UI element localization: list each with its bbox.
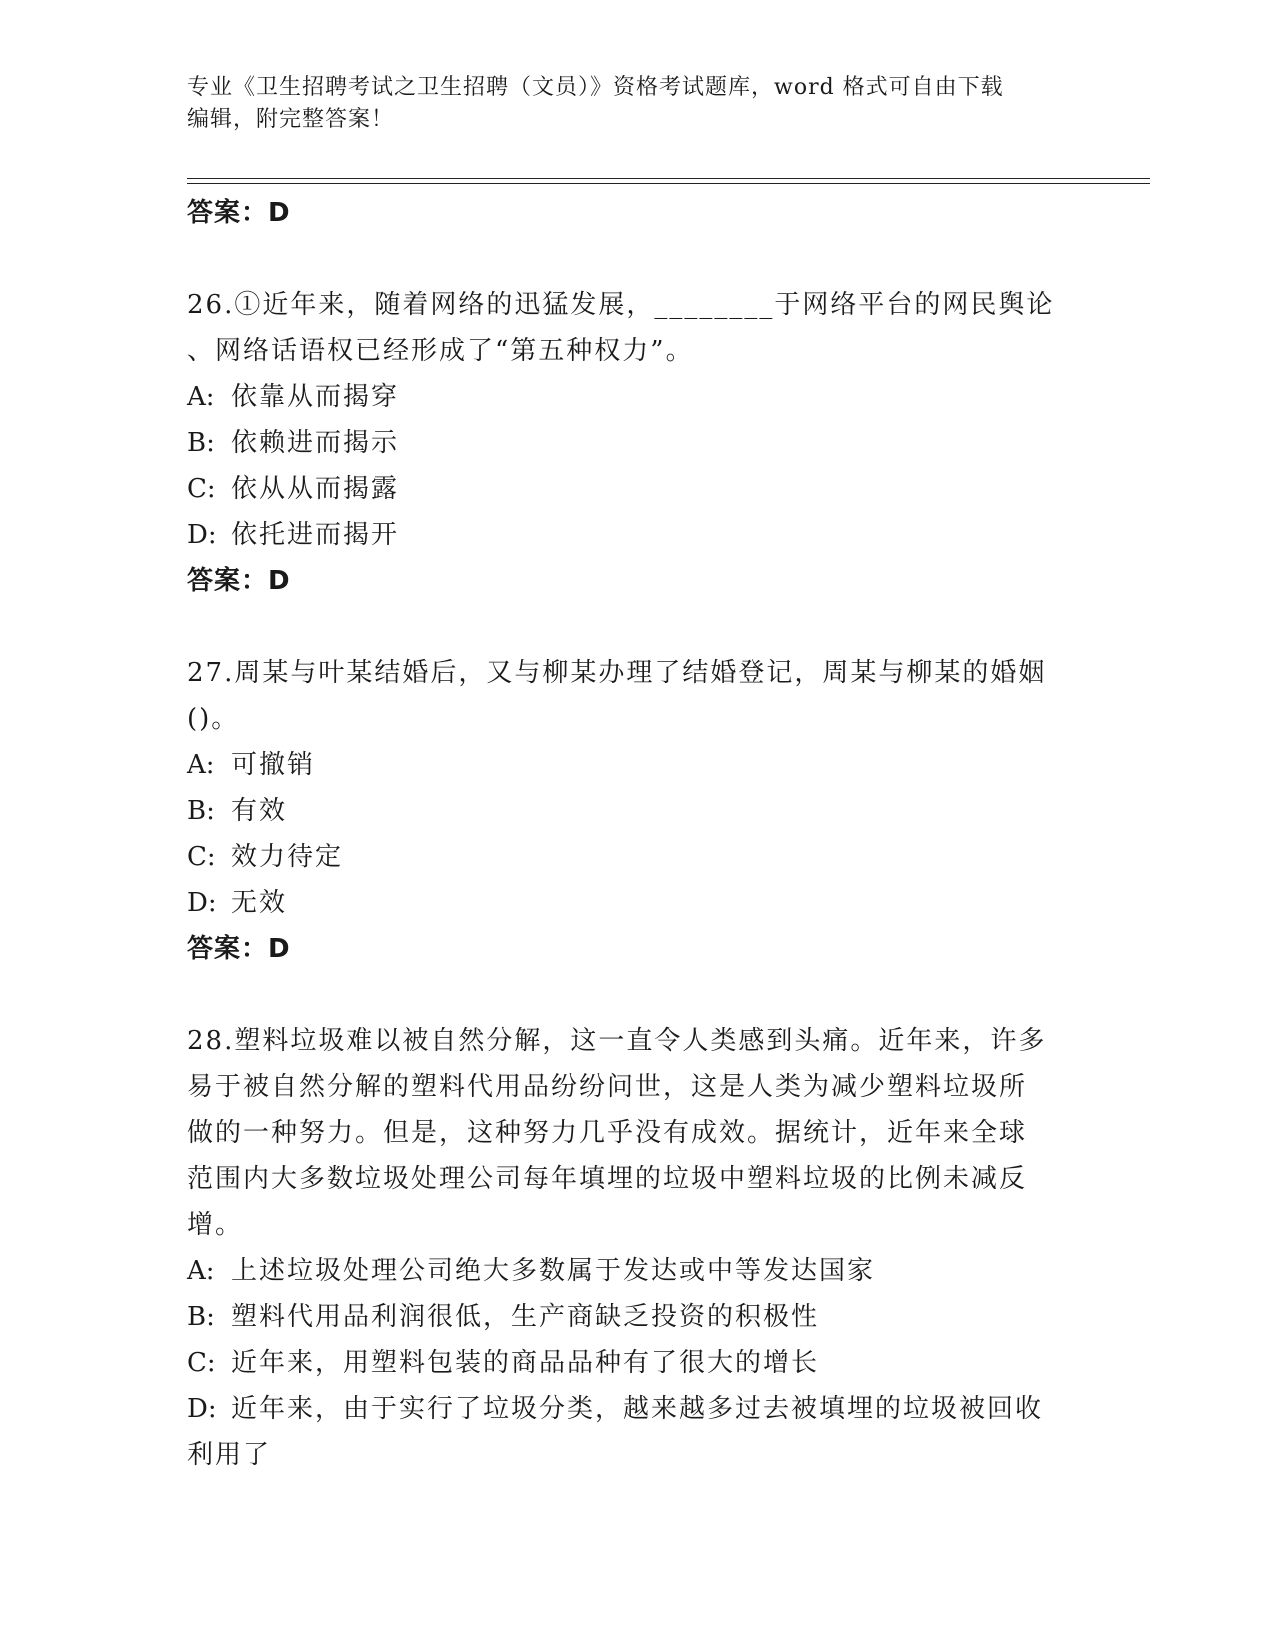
header-line-1: 专业《卫生招聘考试之卫生招聘（文员）》资格考试题库，word 格式可自由下载 xyxy=(187,75,1004,100)
question-stem: 27.周某与叶某结婚后，又与柳某办理了结婚登记，周某与柳某的婚姻 ()。 xyxy=(187,658,1047,734)
option-a: A: 上述垃圾处理公司绝大多数属于发达或中等发达国家 xyxy=(187,1256,876,1286)
option-b: B: 有效 xyxy=(187,796,288,826)
question-list xyxy=(187,190,1087,1478)
previous-answer: 答案：D xyxy=(187,198,291,228)
question-27 xyxy=(187,650,1087,972)
option-c: C: 效力待定 xyxy=(187,842,344,872)
question-26 xyxy=(187,282,1087,604)
option-b: B: 依赖进而揭示 xyxy=(187,428,400,458)
header-divider-bottom xyxy=(187,183,1150,184)
option-d: D: 无效 xyxy=(187,888,288,918)
question-28 xyxy=(187,1018,1087,1478)
answer: 答案：D xyxy=(187,566,291,596)
option-a: A: 依靠从而揭穿 xyxy=(187,382,400,412)
option-d: D: 依托进而揭开 xyxy=(187,520,400,550)
question-stem: 26.①近年来，随着网络的迅猛发展，________于网络平台的网民舆论 、网络话语权已经形成了“第五种权力”。 xyxy=(187,290,1055,366)
option-c: C: 近年来，用塑料包装的商品品种有了很大的增长 xyxy=(187,1348,820,1378)
document-header xyxy=(187,72,1087,136)
header-line-2: 编辑，附完整答案！ xyxy=(187,107,395,132)
option-b: B: 塑料代用品利润很低，生产商缺乏投资的积极性 xyxy=(187,1302,820,1332)
option-d: D: 近年来，由于实行了垃圾分类，越来越多过去被填埋的垃圾被回收 利用了 xyxy=(187,1394,1044,1470)
answer: 答案：D xyxy=(187,934,291,964)
option-c: C: 依从从而揭露 xyxy=(187,474,400,504)
option-a: A: 可撤销 xyxy=(187,750,316,780)
question-stem: 28.塑料垃圾难以被自然分解，这一直令人类感到头痛。近年来，许多 易于被自然分解的塑料代用品纷纷问世，这是人类为减少塑料垃圾所 做的一种努力。但是，这种努力几乎没有成效。据统计，近年来全球 范围内大多数垃圾处理公司每年填埋的垃圾中塑料垃圾的比例未减反 增。 xyxy=(187,1026,1047,1240)
header-divider-top xyxy=(187,178,1150,179)
